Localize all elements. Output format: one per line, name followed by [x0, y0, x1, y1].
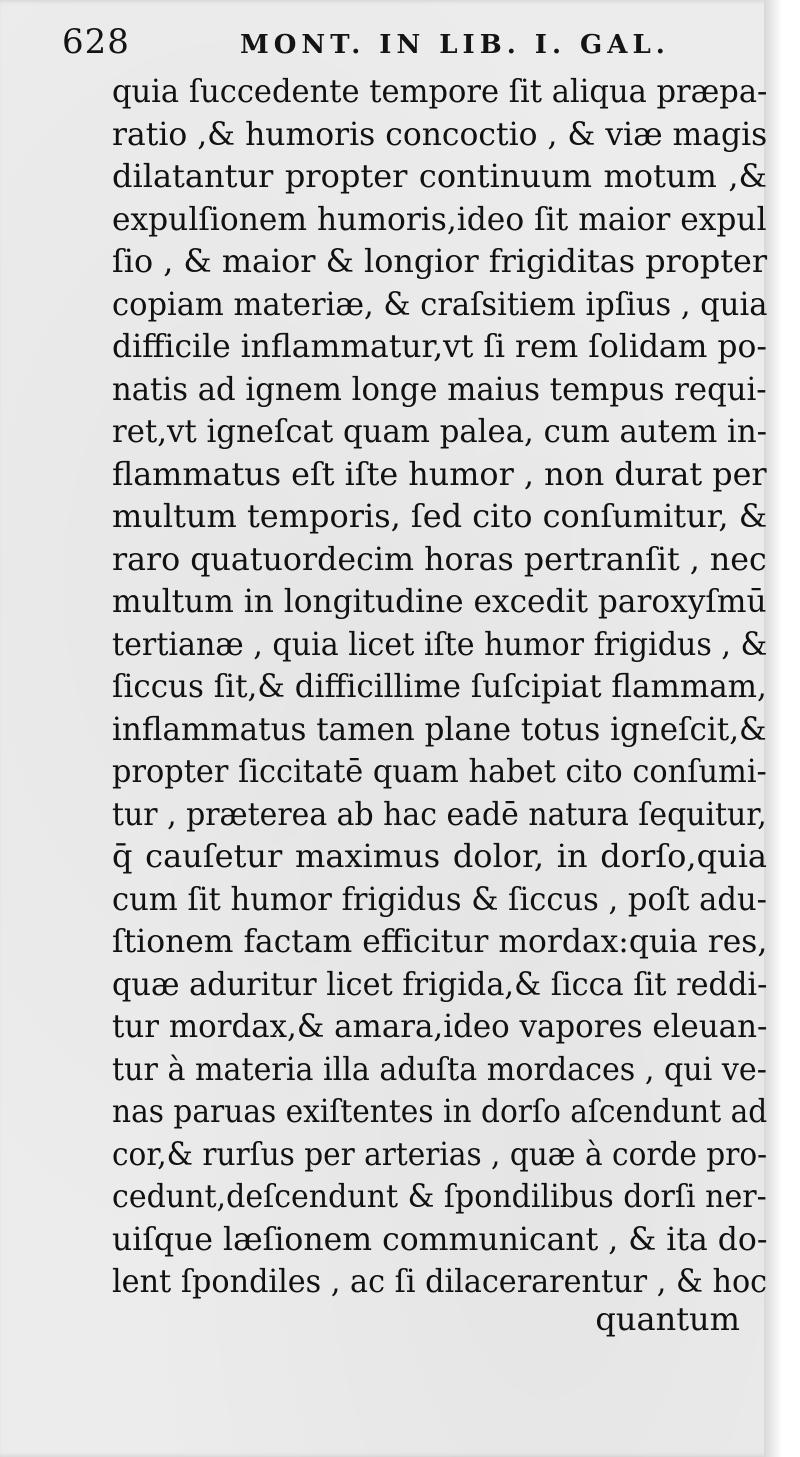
text-line: multum in longitudine excedit paroxyſmū — [112, 582, 767, 620]
text-line: quia ſuccedente tempore ſit aliqua præpa- — [112, 72, 768, 110]
text-line: uiſque læſionem communicant , & ita do- — [112, 1219, 768, 1258]
text-line: nas paruas exiſtentes in dorſo aſcendunt ad — [112, 1092, 768, 1130]
text-line: ret,vt igneſcat quam palea, cum autem in- — [112, 412, 768, 450]
text-line: dilatantur propter continuum motum ,& — [112, 157, 767, 195]
text-line: tur , præterea ab hac eadē natura ſequitur, — [112, 794, 767, 833]
text-line: flammatus eſt iſte humor , non durat per — [112, 454, 767, 493]
text-line: cum ſit humor frigidus & ſiccus , poſt adu- — [112, 879, 767, 918]
text-line: tur à materia illa aduſta mordaces , qui ve- — [112, 1049, 767, 1088]
text-line: ſiccus ſit,& difficillime ſuſcipiat flammam, — [112, 667, 767, 705]
running-head: MONT. IN LIB. I. GAL. — [240, 30, 670, 60]
text-line: propter ſiccitatē quam habet cito conſumi- — [112, 752, 767, 790]
text-line: ſtionem factam efficitur mordax:quia res, — [112, 922, 768, 960]
text-line: ſio , & maior & longior frigiditas propter — [112, 242, 768, 280]
text-line: ratio ,& humoris concoctio , & viæ magis — [112, 114, 768, 153]
text-line: inflammatus tamen plane totus igneſcit,& — [112, 709, 767, 748]
text-line: cedunt,deſcendunt & ſpondilibus dorſi ner- — [112, 1177, 767, 1215]
text-line: tur mordax,& amara,ideo vapores eleuan- — [112, 1007, 768, 1045]
page-number: 628 — [62, 22, 130, 62]
text-line: tertianæ , quia licet iſte humor frigidus , & — [112, 624, 768, 663]
text-line: copiam materiæ, & craſsitiem ipſius , quia — [112, 284, 768, 323]
catchword: quantum — [595, 1300, 740, 1338]
text-line: cor,& rurſus per arterias , quæ à corde pro- — [112, 1134, 768, 1173]
text-line: multum temporis, ſed cito conſumitur, & — [112, 497, 768, 535]
page-header — [62, 22, 762, 62]
text-line: lent ſpondiles , ac ſi dilacerarentur , & hoc — [112, 1262, 768, 1300]
text-line: quæ aduritur licet frigida,& ſicca ſit reddi- — [112, 964, 768, 1003]
text-line: raro quatuordecim horas pertranſit , nec — [112, 539, 767, 578]
body-text — [112, 70, 767, 1303]
text-line: expulſionem humoris,ideo ſit maior expul — [112, 199, 767, 238]
text-line: natis ad ignem longe maius tempus requi- — [112, 369, 767, 408]
text-line: difficile inflammatur,vt ſi rem ſolidam po- — [112, 327, 767, 365]
text-line: q̄ cauſetur maximus dolor, in dorſo,quia — [112, 837, 767, 875]
